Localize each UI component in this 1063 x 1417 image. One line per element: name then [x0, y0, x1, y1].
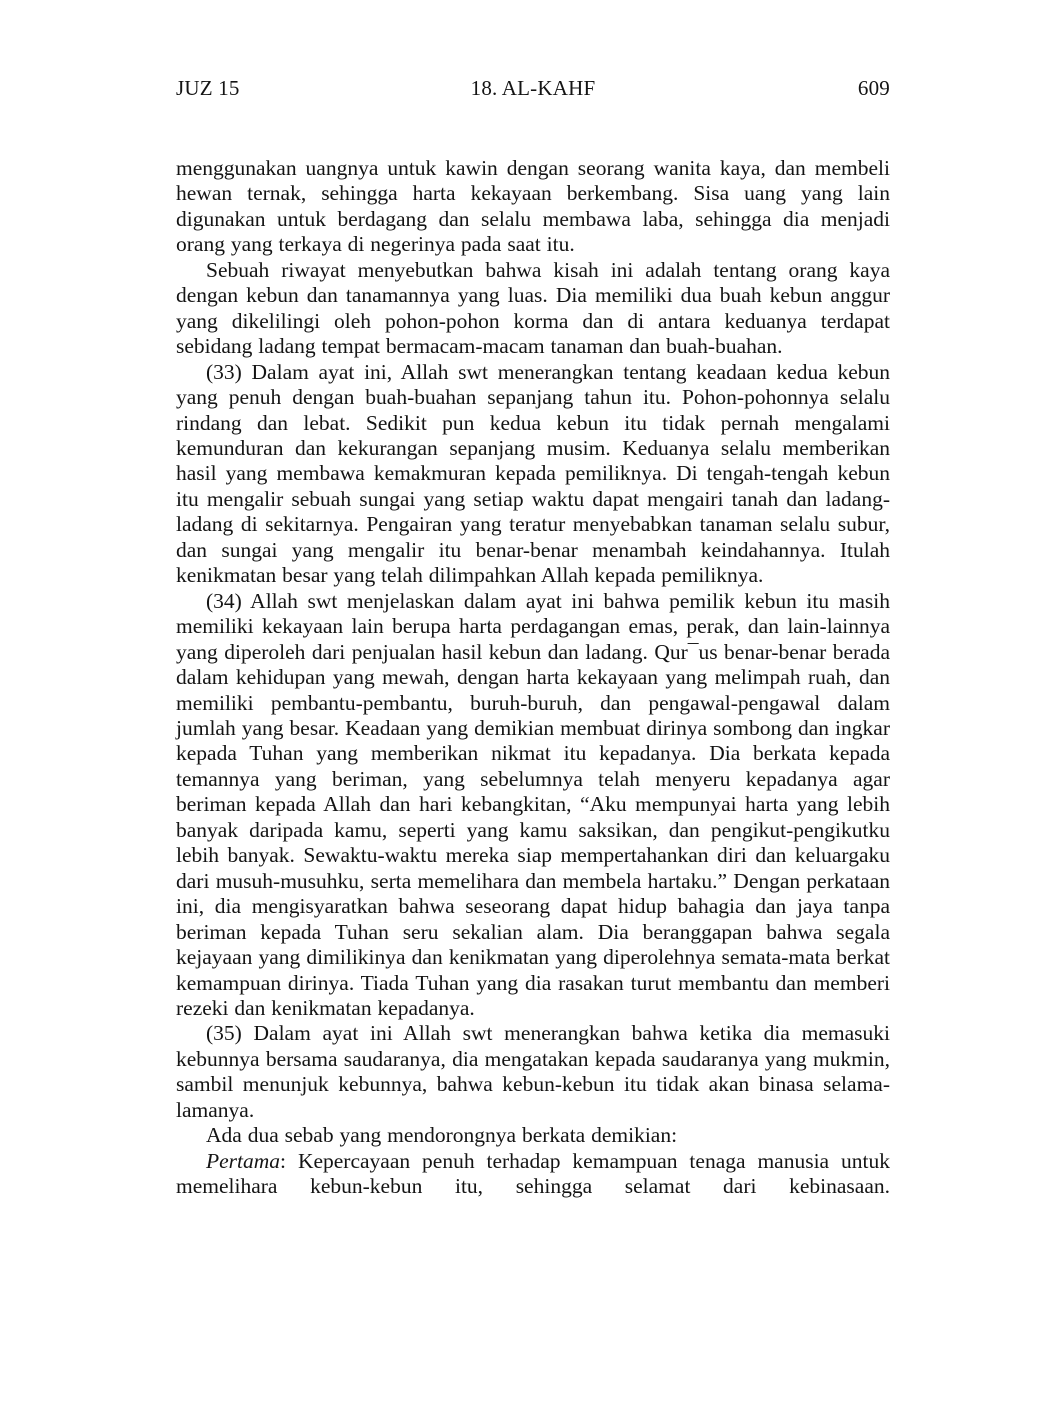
juz-label: JUZ 15 — [176, 76, 240, 100]
paragraph-dua-sebab: Ada dua sebab yang mendorongnya berkata demikian: — [206, 1123, 678, 1148]
paragraph-continuation: menggunakan uangnya untuk kawin dengan seorang wanita kaya, dan membeli hewan ternak, sehingga harta kekayaan berkembang. Sisa uang yang lain digunakan untuk berdagang dan selalu membawa laba, sehingga dia menjadi orang yang terkaya di negerinya pada saat itu. — [176, 156, 890, 257]
paragraph-ayat-33: (33) Dalam ayat ini, Allah swt menerangkan tentang keadaan kedua kebun yang penuh dengan buah-buahan sepanjang tahun itu. Pohon-pohonnya selalu rindang dan lebat. Sedikit pun kedua kebun itu tidak pernah mengalami kemunduran dan kekurangan sepanjang musim. Keduanya selalu memberikan hasil yang membawa kemakmuran kepada pemiliknya. Di tengah-tengah kebun itu mengalir sebuah sungai yang setiap waktu dapat mengairi tanah dan ladang-ladang di sekitarnya. Pengairan yang teratur menyebabkan tanaman selalu subur, dan sungai yang mengalir itu benar-benar menambah keindahannya. Itulah kenikmatan besar yang telah dilimpahkan Allah kepada pemiliknya. — [176, 359, 890, 588]
paragraph-riwayat: Sebuah riwayat menyebutkan bahwa kisah ini adalah tentang orang kaya dengan kebun dan tanamannya yang luas. Dia memiliki dua buah kebun anggur yang dikelilingi oleh pohon-pohon korma dan di antara keduanya terdapat sebidang ladang tempat bermacam-macam tanaman dan buah-buahan. — [176, 257, 890, 359]
page-number: 609 — [857, 76, 890, 100]
paragraph-lead-italic: Pertama — [206, 1148, 281, 1173]
paragraph-ayat-35: (35) Dalam ayat ini Allah swt menerangkan bahwa ketika dia memasuki kebunnya bersama saudaranya, dia mengatakan kepada saudaranya yang mukmin, sambil menunjuk kebunnya, bahwa kebun-kebun itu tidak akan binasa selama-lamanya. — [176, 1021, 890, 1122]
paragraph-pertama-text: : Kepercayaan penuh terhadap kemampuan tenaga manusia untuk memelihara kebun-kebun itu, sehingga selamat dari kebinasaan. — [176, 1148, 890, 1199]
paragraph-ayat-34: (34) Allah swt menjelaskan dalam ayat ini bahwa pemilik kebun itu masih memiliki kekayaan lain berupa harta perdagangan emas, perak, dan lain-lainnya yang diperoleh dari penjualan hasil kebun dan ladang. Qur¯us benar-benar berada dalam kehidupan yang mewah, dengan harta kekayaan yang melimpah ruah, dan memiliki pembantu-pembantu, buruh-buruh, dan pengawal-pengawal dalam jumlah yang besar. Keadaan yang demikian membuat dirinya sombong dan ingkar kepada Tuhan yang memberikan nikmat itu kepadanya. Dia berkata kepada temannya yang beriman, yang sebelumnya telah menyeru kepadanya agar beriman kepada Allah dan hari kebangkitan, “Aku mempunyai harta yang lebih banyak daripada kamu, seperti yang kamu saksikan, dan pengikut-pengikutku lebih banyak. Sewaktu-waktu mereka siap mempertahankan diri dan keluargaku dari musuh-musuhku, serta memelihara dan membela hartaku.” Dengan perkataan ini, dia mengisyaratkan bahwa seseorang dapat hidup bahagia dan jaya tanpa beriman kepada Tuhan seru sekalian alam. Dia beranggapan bahwa segala kejayaan yang dimilikinya dan kenikmatan yang diperolehnya semata-mata berkat kemampuan dirinya. Tiada Tuhan yang dia rasakan turut membantu dan memberi rezeki dan kenikmatan kepadanya. — [176, 588, 890, 1020]
page-header — [176, 76, 890, 101]
paragraph-pertama — [176, 1149, 890, 1200]
body-text — [176, 156, 890, 1200]
surah-title: 18. AL-KAHF — [470, 76, 596, 100]
